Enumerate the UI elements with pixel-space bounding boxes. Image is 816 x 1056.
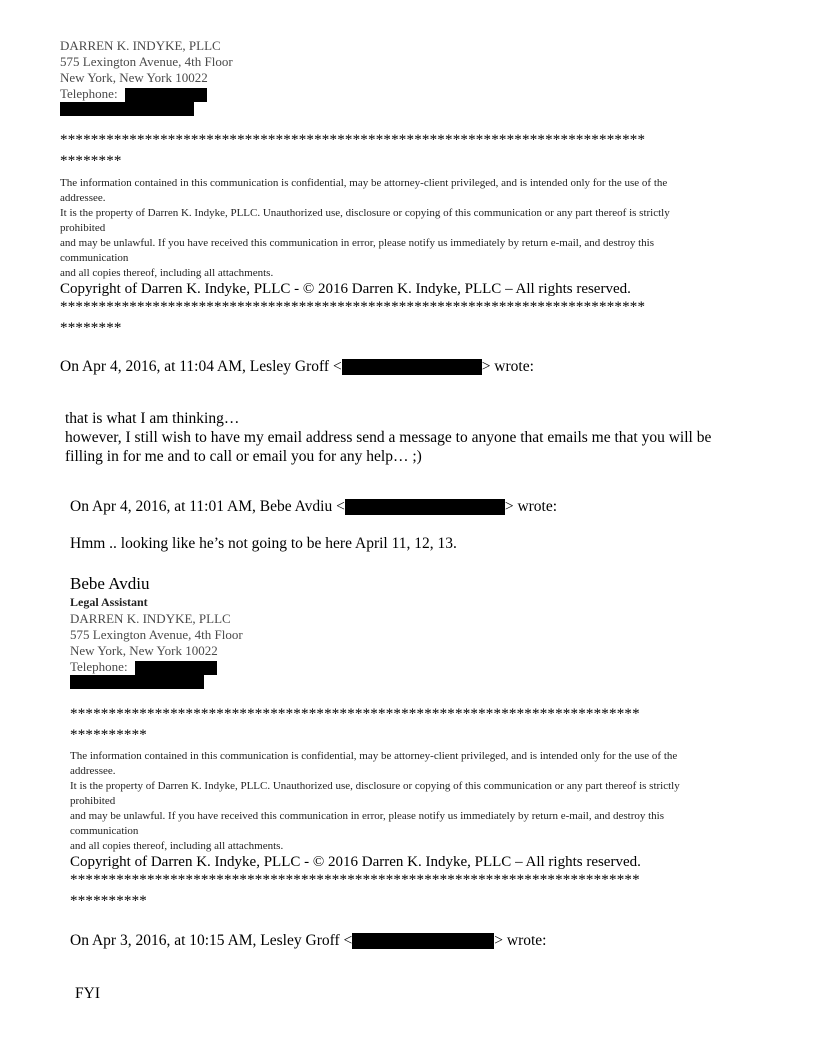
disclaimer-line2b: prohibited <box>60 222 106 234</box>
header-prefix: On Apr 3, 2016, at 10:15 AM, Lesley Groff < <box>70 932 353 949</box>
disclaimer-line1b: addressee. <box>70 765 116 777</box>
message-header <box>60 358 534 376</box>
disclaimer-line2: It is the property of Darren K. Indyke, PLLC. Unauthorized use, disclosure or copying of this communication or any part thereof is strictly <box>60 207 670 219</box>
header-suffix: > wrote: <box>494 932 547 949</box>
redacted-email <box>345 499 505 515</box>
disclaimer-line4: and all copies thereof, including all attachments. <box>60 267 274 279</box>
header-prefix: On Apr 4, 2016, at 11:01 AM, Bebe Avdiu < <box>70 498 345 515</box>
redacted-email <box>60 102 194 116</box>
signature-name: Bebe Avdiu <box>70 574 150 593</box>
stars-divider: **************************************************************************** <box>60 299 646 315</box>
message-header <box>70 932 546 950</box>
disclaimer-line3: and may be unlawful. If you have received this communication in error, please notify us immediately by return e-mail, and destroy this <box>70 810 664 822</box>
disclaimer-line1b: addressee. <box>60 192 106 204</box>
stars-divider-tail: ******** <box>60 153 122 169</box>
stars-divider: **************************************************************************** <box>60 132 646 148</box>
stars-divider-tail: ********** <box>70 893 147 909</box>
signature-address-line1: 575 Lexington Avenue, 4th Floor <box>60 54 233 69</box>
disclaimer-line2: It is the property of Darren K. Indyke, PLLC. Unauthorized use, disclosure or copying of this communication or any part thereof is strictly <box>70 780 680 792</box>
signature-firm: DARREN K. INDYKE, PLLC <box>60 38 221 53</box>
signature-role: Legal Assistant <box>70 595 148 609</box>
message-body-line: that is what I am thinking… <box>65 410 240 427</box>
redacted-phone <box>125 88 207 102</box>
message-body-line: Hmm .. looking like he’s not going to be here April 11, 12, 13. <box>70 535 457 552</box>
signature-address-line1: 575 Lexington Avenue, 4th Floor <box>70 627 243 642</box>
signature-firm: DARREN K. INDYKE, PLLC <box>70 611 231 626</box>
disclaimer-line3b: communication <box>60 252 129 264</box>
disclaimer-line3b: communication <box>70 825 139 837</box>
disclaimer-line1: The information contained in this communication is confidential, may be attorney-client privileged, and is intended only for the use of the <box>60 177 668 189</box>
copyright-notice: Copyright of Darren K. Indyke, PLLC - © 2016 Darren K. Indyke, PLLC – All rights reserved. <box>60 281 631 297</box>
header-prefix: On Apr 4, 2016, at 11:04 AM, Lesley Groff < <box>60 358 342 375</box>
signature-address-line2: New York, New York 10022 <box>70 643 218 658</box>
redacted-email <box>70 675 204 689</box>
disclaimer-line4: and all copies thereof, including all attachments. <box>70 840 284 852</box>
telephone-label: Telephone: <box>70 659 128 674</box>
stars-divider-tail: ********** <box>70 727 147 743</box>
signature-telephone <box>70 659 217 675</box>
stars-divider-tail: ******** <box>60 320 122 336</box>
message-body-line: FYI <box>75 985 100 1002</box>
signature-telephone <box>60 86 207 102</box>
stars-divider: ************************************************************************** <box>70 706 640 722</box>
header-suffix: > wrote: <box>481 358 534 375</box>
message-header <box>70 498 557 516</box>
disclaimer-line2b: prohibited <box>70 795 116 807</box>
redacted-email <box>352 933 494 949</box>
redacted-phone <box>135 661 217 675</box>
disclaimer-line1: The information contained in this communication is confidential, may be attorney-client privileged, and is intended only for the use of the <box>70 750 678 762</box>
telephone-label: Telephone: <box>60 86 118 101</box>
message-body-line: however, I still wish to have my email address send a message to anyone that emails me that you will be <box>65 429 712 446</box>
header-suffix: > wrote: <box>504 498 558 515</box>
stars-divider: ************************************************************************** <box>70 872 640 888</box>
disclaimer-line3: and may be unlawful. If you have received this communication in error, please notify us immediately by return e-mail, and destroy this <box>60 237 654 249</box>
message-body-line: filling in for me and to call or email you for any help… ;) <box>65 448 422 465</box>
copyright-notice: Copyright of Darren K. Indyke, PLLC - © 2016 Darren K. Indyke, PLLC – All rights reserved. <box>70 854 641 870</box>
redacted-email <box>342 359 482 375</box>
signature-address-line2: New York, New York 10022 <box>60 70 208 85</box>
